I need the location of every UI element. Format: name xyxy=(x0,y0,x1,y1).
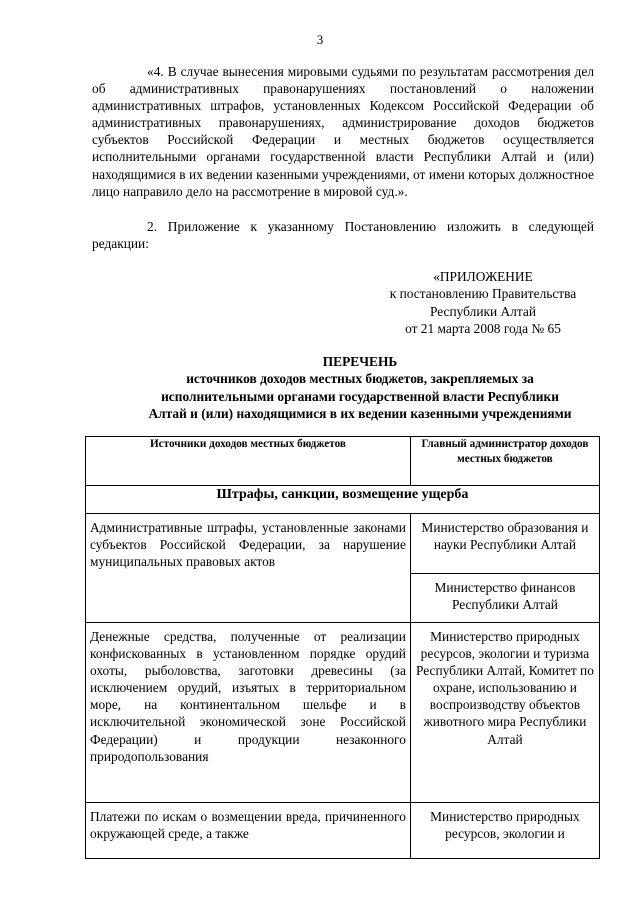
appendix-block xyxy=(370,268,596,337)
title-line: Алтай и (или) находящимися в их ведении казенными учреждениями xyxy=(148,405,572,421)
page-number: 3 xyxy=(316,32,324,47)
header-administrator: Главный администратор доходов местных бюджетов xyxy=(410,437,599,486)
source-cell: Денежные средства, полученные от реализации конфискованных в установленном порядке орудий охоты, рыболовства, заготовки древесины (за исключением орудий, изъятых в территориальном море, на континентальном шельфе и в исключительной экономической зоне Российской Федерации) и продукции незаконного природопользования xyxy=(86,623,411,803)
appendix-line: от 21 марта 2008 года № 65 xyxy=(405,320,561,336)
source-cell: Платежи по искам о возмещении вреда, причиненного окружающей среде, а также xyxy=(86,803,411,859)
appendix-line: к постановлению Правительства xyxy=(389,286,577,302)
section-row xyxy=(86,486,600,514)
title-line: исполнительными органами государственной власти Республики xyxy=(161,388,559,404)
document-title xyxy=(120,353,600,422)
title-heading: ПЕРЕЧЕНЬ xyxy=(322,354,398,369)
administrator-cell: Министерство финансов Республики Алтай xyxy=(410,573,599,622)
source-cell: Административные штрафы, установленные законами субъектов Российской Федерации, за нарушение муниципальных правовых актов xyxy=(86,514,411,623)
appendix-line: Республики Алтай xyxy=(429,303,536,319)
section-title: Штрафы, санкции, возмещение ущерба xyxy=(86,486,600,514)
table-row xyxy=(86,803,600,859)
paragraph-2: 2. Приложение к указанному Постановлению изложить в следующей редакции: xyxy=(92,219,594,252)
table-header-row xyxy=(86,437,600,486)
table-row xyxy=(86,514,600,574)
appendix-line: «ПРИЛОЖЕНИЕ xyxy=(433,269,533,284)
paragraph-1: «4. В случае вынесения мировыми судьями по результатам рассмотрения дел об административных правонарушениях постановлений о наложении административных штрафов, установленных Кодексом Российской Федерации об административных правонарушениях, администрирование доходов бюджетов субъектов Российской Федерации и местных бюджетов осуществляется исполнительными органами государственной власти Республики Алтай и (или) находящимися в их ведении казенными учреждениями, от имени которых должностное лицо направило дело на рассмотрение в мировой суд.». xyxy=(92,64,594,199)
administrator-cell: Министерство образования и науки Республики Алтай xyxy=(410,514,599,574)
table-row xyxy=(86,623,600,803)
header-sources: Источники доходов местных бюджетов xyxy=(86,437,411,486)
administrator-cell: Министерство природных ресурсов, экологии и туризма Республики Алтай, Комитет по охране, использованию и воспроизводству объектов животного мира Республики Алтай xyxy=(410,623,599,803)
title-line: источников доходов местных бюджетов, закрепляемых за xyxy=(186,371,534,387)
revenue-sources-table xyxy=(85,436,600,859)
administrator-cell: Министерство природных ресурсов, экологии и xyxy=(410,803,599,859)
